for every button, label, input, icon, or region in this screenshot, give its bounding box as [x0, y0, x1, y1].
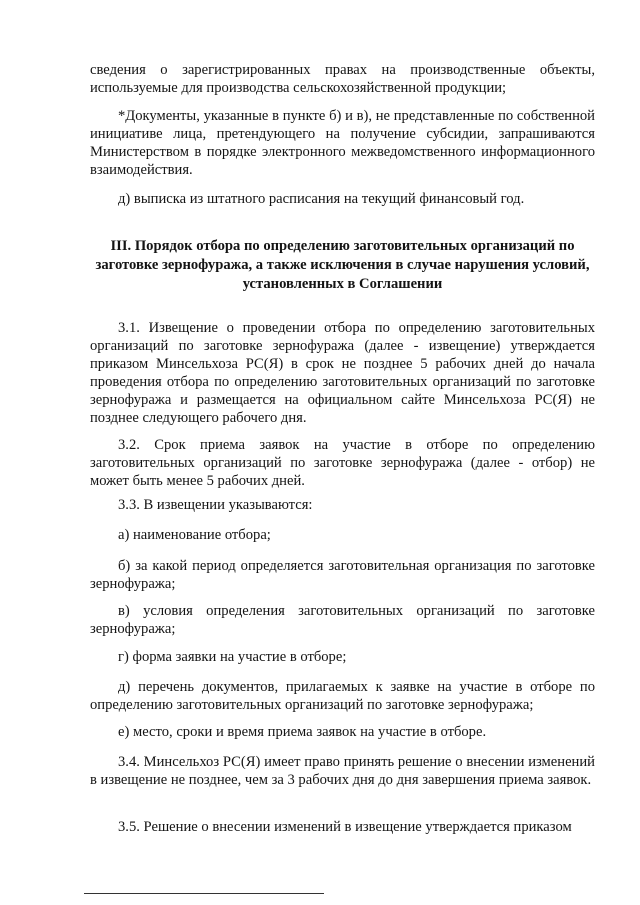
list-item-a: а) наименование отбора;: [118, 527, 271, 543]
paragraph-3-1: 3.1. Извещение о проведении отбора по определению заготовительных организаций по заготовке зернофуража (далее - извещение) утверждается приказом Минсельхоза РС(Я) в срок не позднее 5 рабочих дней до начала проведения отбора по определению заготовительных организаций по заготовке зернофуража и размещается на официальном сайте Минсельхоза РС(Я) не позднее следующего рабочего дня.: [90, 320, 595, 426]
paragraph-3-3: 3.3. В извещении указываются:: [118, 497, 313, 513]
paragraph-note: *Документы, указанные в пункте б) и в), не представленные по собственной инициативе лица, претендующего на получение субсидии, запрашиваются Министерством в порядке электронного межведомственного информационного взаимодействия.: [90, 108, 595, 178]
paragraph-3-2: 3.2. Срок приема заявок на участие в отборе по определению заготовительных организаций по заготовке зернофуража (далее - отбор) не может быть менее 5 рабочих дней.: [90, 437, 595, 489]
list-item-g: г) форма заявки на участие в отборе;: [118, 649, 347, 665]
page-footer-rule: [84, 893, 324, 894]
list-item-d: д) перечень документов, прилагаемых к заявке на участие в отборе по определению заготовительных организаций по заготовке зернофуража;: [90, 679, 595, 713]
paragraph-top: сведения о зарегистрированных правах на производственные объекты, используемые для производства сельскохозяйственной продукции;: [90, 62, 595, 96]
list-item-v: в) условия определения заготовительных организаций по заготовке зернофуража;: [90, 603, 595, 637]
paragraph-3-5: 3.5. Решение о внесении изменений в извещение утверждается приказом: [118, 819, 572, 835]
list-item-e: е) место, сроки и время приема заявок на участие в отборе.: [118, 724, 487, 740]
paragraph-d: д) выписка из штатного расписания на текущий финансовый год.: [118, 191, 525, 207]
list-item-b: б) за какой период определяется заготовительная организация по заготовке зернофуража;: [90, 558, 595, 592]
paragraph-3-4: 3.4. Минсельхоз РС(Я) имеет право принять решение о внесении изменений в извещение не позднее, чем за 3 рабочих дня до дня завершения приема заявок.: [90, 754, 595, 788]
section-title: III. Порядок отбора по определению заготовительных организаций по заготовке зернофуража, а также исключения в случае нарушения условий, установленных в Соглашении: [95, 238, 590, 292]
